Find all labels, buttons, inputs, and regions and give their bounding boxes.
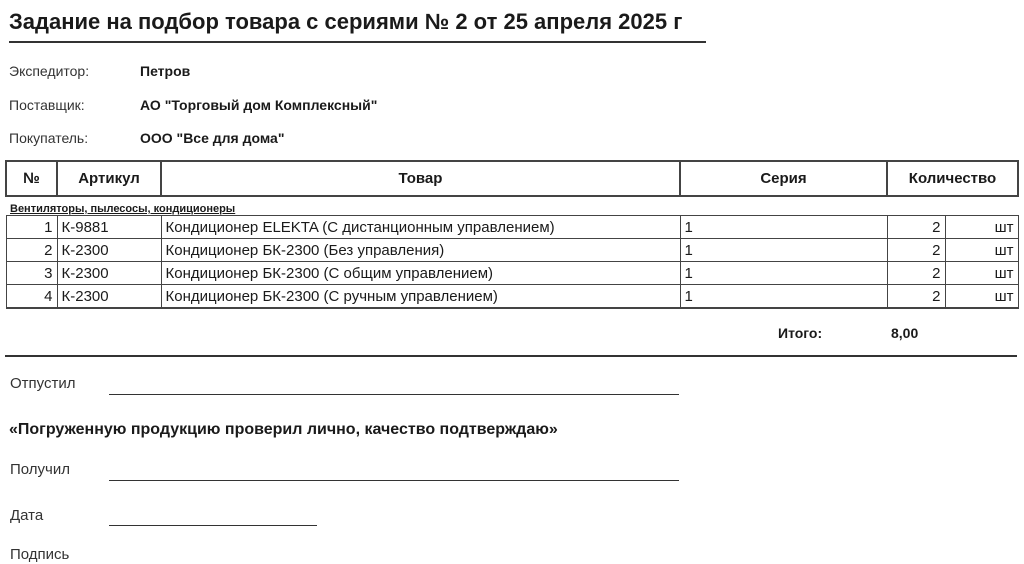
row-product: Кондиционер БК-2300 (С общим управлением) [161, 262, 680, 285]
header-quantity: Количество [887, 161, 1018, 196]
table-row [6, 216, 1018, 239]
row-product: Кондиционер БК-2300 (Без управления) [161, 239, 680, 262]
expeditor-label: Экспедитор: [9, 63, 90, 79]
released-label: Отпустил [10, 375, 76, 392]
group-label: Вентиляторы, пылесосы, кондиционеры [6, 196, 1018, 216]
header-product: Товар [161, 161, 680, 196]
row-article: К-9881 [57, 216, 161, 239]
row-series: 1 [680, 285, 887, 309]
row-quantity: 2 [887, 262, 945, 285]
buyer-label: Покупатель: [9, 130, 89, 146]
expeditor-value: Петров [140, 63, 191, 79]
table-row [6, 239, 1018, 262]
table-header-row [6, 161, 1018, 196]
header-series: Серия [680, 161, 887, 196]
received-label: Получил [10, 461, 70, 478]
row-unit: шт [945, 239, 1018, 262]
row-product: Кондиционер БК-2300 (С ручным управлением) [161, 285, 680, 309]
group-row [6, 196, 1018, 216]
section-divider [5, 355, 1017, 357]
document-title: Задание на подбор товара с сериями № 2 от 25 апреля 2025 г [9, 7, 706, 43]
released-signature-line [109, 394, 679, 395]
row-num: 2 [6, 239, 57, 262]
signature-label: Подпись [10, 546, 70, 563]
row-series: 1 [680, 239, 887, 262]
row-quantity: 2 [887, 239, 945, 262]
total-label: Итого: [778, 325, 823, 341]
header-num: № [6, 161, 57, 196]
row-num: 3 [6, 262, 57, 285]
row-unit: шт [945, 285, 1018, 309]
supplier-label: Поставщик: [9, 97, 85, 113]
date-line [109, 525, 317, 526]
row-num: 4 [6, 285, 57, 309]
date-label: Дата [10, 507, 44, 524]
header-article: Артикул [57, 161, 161, 196]
row-series: 1 [680, 262, 887, 285]
row-quantity: 2 [887, 285, 945, 309]
row-article: К-2300 [57, 239, 161, 262]
table-row [6, 285, 1018, 309]
quality-statement: «Погруженную продукцию проверил лично, качество подтверждаю» [9, 421, 558, 438]
row-unit: шт [945, 216, 1018, 239]
row-article: К-2300 [57, 262, 161, 285]
supplier-value: АО "Торговый дом Комплексный" [140, 97, 378, 113]
table-row [6, 262, 1018, 285]
row-unit: шт [945, 262, 1018, 285]
total-value: 8,00 [891, 325, 919, 341]
row-num: 1 [6, 216, 57, 239]
received-signature-line [109, 480, 679, 481]
items-table [5, 160, 1019, 309]
buyer-value: ООО "Все для дома" [140, 130, 285, 146]
row-article: К-2300 [57, 285, 161, 309]
row-quantity: 2 [887, 216, 945, 239]
row-product: Кондиционер ELEKTA (С дистанционным управлением) [161, 216, 680, 239]
row-series: 1 [680, 216, 887, 239]
